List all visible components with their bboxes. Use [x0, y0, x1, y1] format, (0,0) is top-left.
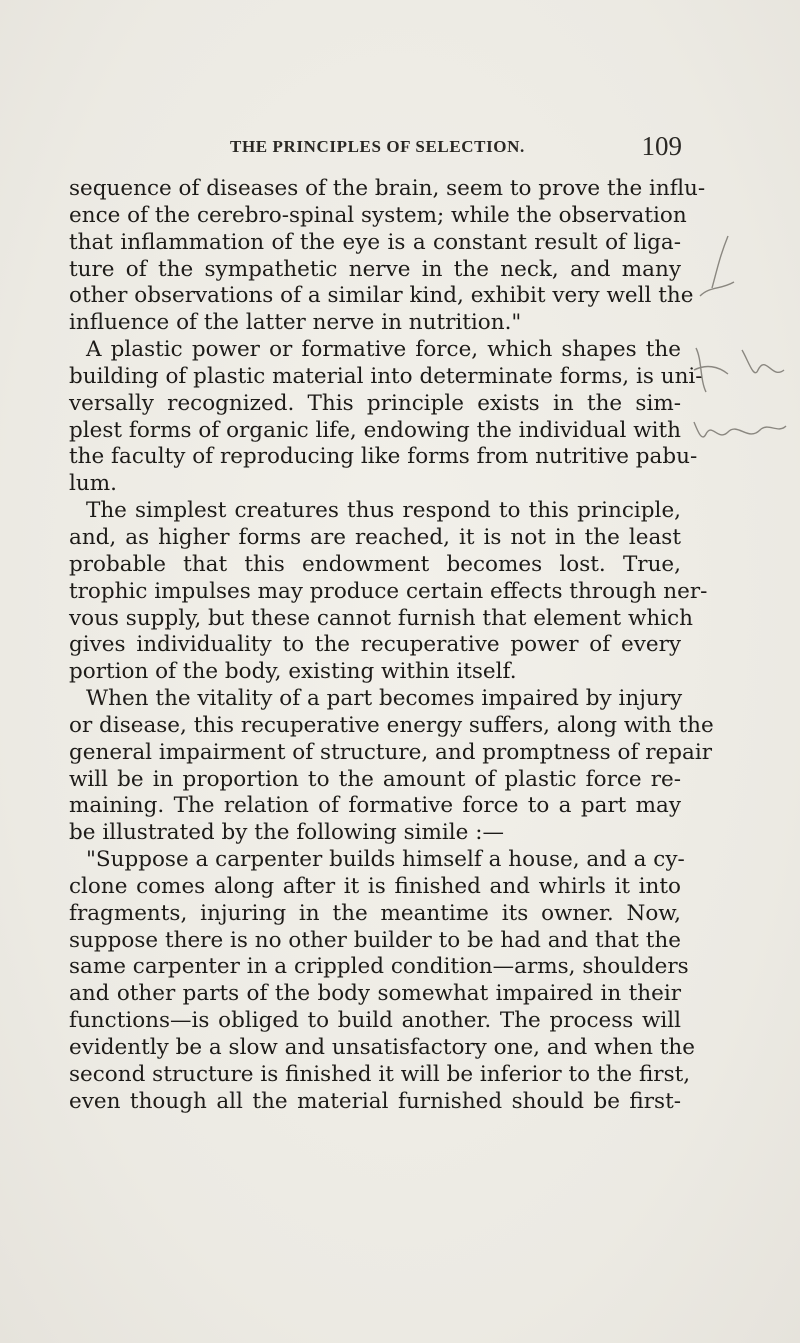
text-line: When the vitality of a part becomes impaired by injury [86, 686, 683, 712]
text-line: "Suppose a carpenter builds himself a house, and a cy- [86, 847, 685, 873]
text-line: the faculty of reproducing like forms from nutritive pabu- [69, 444, 698, 470]
text-line: and other parts of the body somewhat impaired in their [69, 981, 681, 1007]
running-title: THE PRINCIPLES OF SELECTION. [230, 137, 525, 156]
text-line: second structure is finished it will be inferior to the first, [69, 1061, 691, 1087]
text-line: lum. [69, 471, 117, 497]
text-line: vous supply, but these cannot furnish that element which [69, 605, 693, 631]
text-line: be illustrated by the following simile :— [69, 820, 504, 846]
text-line: portion of the body, existing within itself. [69, 659, 517, 685]
text-line: building of plastic material into determinate forms, is uni- [69, 363, 703, 389]
text-line: suppose there is no other builder to be had and that the [69, 927, 681, 953]
text-line: functions—is obliged to build another. The process will [69, 1008, 681, 1034]
text-line: trophic impulses may produce certain effects through ner- [69, 578, 708, 604]
text-line: ence of the cerebro-spinal system; while the observation [69, 202, 687, 228]
text-line: plest forms of organic life, endowing the individual with [69, 417, 681, 443]
text-line: maining. The relation of formative force to a part may [69, 793, 681, 819]
text-line: The simplest creatures thus respond to this principle, [86, 498, 681, 524]
pencil-annotation-2 [688, 340, 798, 420]
text-line: probable that this endowment becomes lost. True, [69, 551, 681, 577]
text-line: general impairment of structure, and promptness of repair [69, 739, 713, 765]
text-line: ture of the sympathetic nerve in the neck, and many [69, 256, 681, 282]
text-line: evidently be a slow and unsatisfactory one, and when the [69, 1035, 695, 1060]
running-head [230, 131, 682, 161]
text-line: versally recognized. This principle exists in the sim- [69, 390, 681, 416]
text-line: fragments, injuring in the meantime its owner. Now, [69, 900, 681, 926]
text-line: will be in proportion to the amount of plastic force re- [69, 766, 681, 792]
body-text [69, 176, 714, 1116]
text-line: or disease, this recuperative energy suffers, along with the [69, 712, 714, 738]
text-line: that inflammation of the eye is a constant result of liga- [69, 229, 681, 255]
text-line: and, as higher forms are reached, it is not in the least [69, 524, 681, 550]
text-line: other observations of a similar kind, exhibit very well the [69, 283, 694, 309]
text-line: sequence of diseases of the brain, seem to prove the influ- [69, 176, 706, 201]
page-number: 109 [641, 131, 682, 161]
text-line: clone comes along after it is finished and whirls it into [69, 873, 681, 899]
text-line: influence of the latter nerve in nutrition." [69, 310, 522, 336]
text-line: gives individuality to the recuperative power of every [69, 632, 681, 658]
text-line: even though all the material furnished should be first- [69, 1088, 681, 1114]
pencil-annotation-1 [690, 226, 750, 306]
text-line: A plastic power or formative force, which shapes the [86, 337, 681, 363]
text-line: same carpenter in a crippled condition—arms, shoulders [69, 954, 689, 980]
pencil-annotation-3 [688, 412, 798, 452]
